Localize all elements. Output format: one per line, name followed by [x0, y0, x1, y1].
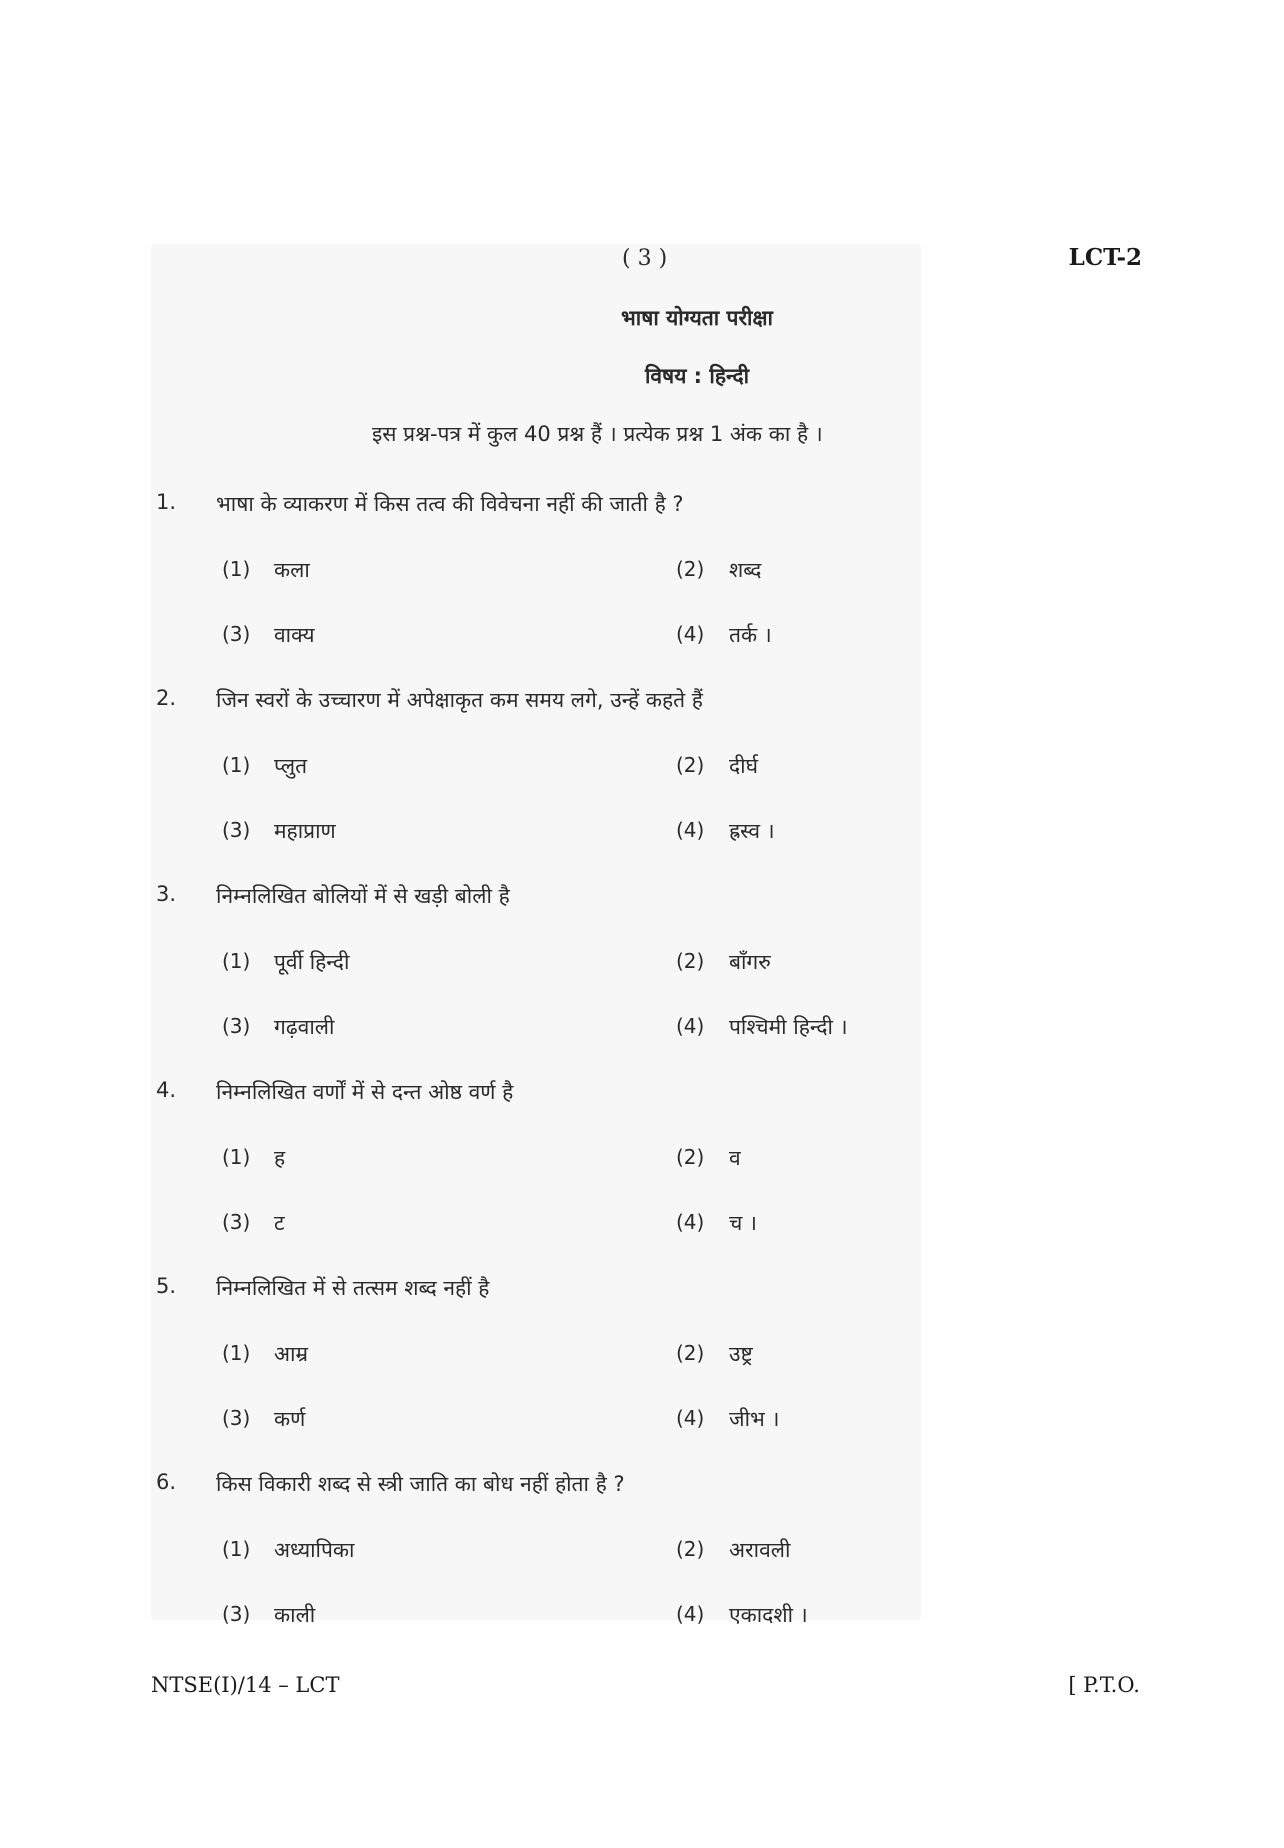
page-title: भाषा योग्यता परीक्षा — [621, 306, 773, 330]
paper-code: LCT-2 — [1068, 244, 1142, 271]
option-number: (3) — [222, 818, 251, 842]
option-number: (3) — [222, 1406, 251, 1430]
page-shade — [151, 244, 921, 1620]
option-text: दीर्घ — [729, 754, 759, 778]
option-text: गढ़वाली — [274, 1015, 335, 1039]
option-number: (1) — [222, 949, 251, 973]
option-text: कला — [274, 558, 310, 582]
option-text: अध्यापिका — [274, 1538, 355, 1562]
question-text: निम्नलिखित बोलियों में से खड़ी बोली है — [216, 884, 510, 908]
option-number: (4) — [676, 1602, 705, 1626]
option-text: जीभ । — [729, 1407, 780, 1431]
option-number: (2) — [676, 753, 705, 777]
option-text: एकादशी । — [729, 1603, 808, 1627]
option-number: (4) — [676, 622, 705, 646]
option-number: (1) — [222, 753, 251, 777]
question-text: निम्नलिखित वर्णों में से दन्त ओष्ठ वर्ण है — [216, 1080, 514, 1104]
option-number: (1) — [222, 1145, 251, 1169]
option-text: कर्ण — [274, 1407, 306, 1431]
option-number: (4) — [676, 1210, 705, 1234]
option-number: (2) — [676, 949, 705, 973]
question-number: 1. — [156, 490, 177, 514]
option-text: आम्र — [274, 1342, 309, 1366]
option-number: (2) — [676, 557, 705, 581]
page-number: ( 3 ) — [622, 246, 668, 271]
option-number: (1) — [222, 1341, 251, 1365]
question-text: जिन स्वरों के उच्चारण में अपेक्षाकृत कम समय लगे, उन्हें कहते हैं — [216, 688, 703, 712]
option-number: (3) — [222, 622, 251, 646]
option-text: शब्द — [729, 558, 762, 582]
option-text: बाँगरु — [729, 950, 771, 974]
option-number: (1) — [222, 1537, 251, 1561]
question-number: 4. — [156, 1078, 177, 1102]
option-text: काली — [274, 1603, 316, 1627]
option-text: तर्क । — [729, 623, 772, 647]
option-number: (2) — [676, 1537, 705, 1561]
question-text: किस विकारी शब्द से स्त्री जाति का बोध नहीं होता है ? — [216, 1472, 625, 1496]
question-text: निम्नलिखित में से तत्सम शब्द नहीं है — [216, 1276, 490, 1300]
footer-paper-id: NTSE(I)/14 – LCT — [151, 1673, 340, 1697]
question-number: 3. — [156, 882, 177, 906]
option-text: पश्चिमी हिन्दी । — [729, 1015, 848, 1039]
footer-pto: [ P.T.O. — [1068, 1673, 1140, 1697]
question-text: भाषा के व्याकरण में किस तत्व की विवेचना नहीं की जाती है ? — [216, 492, 684, 516]
option-text: ट — [274, 1211, 285, 1235]
question-number: 2. — [156, 686, 177, 710]
option-number: (2) — [676, 1145, 705, 1169]
option-number: (3) — [222, 1014, 251, 1038]
option-text: प्लुत — [274, 754, 308, 778]
option-text: महाप्राण — [274, 819, 336, 843]
option-text: अरावली — [729, 1538, 791, 1562]
option-number: (4) — [676, 1406, 705, 1430]
option-number: (1) — [222, 557, 251, 581]
option-number: (3) — [222, 1602, 251, 1626]
question-number: 6. — [156, 1470, 177, 1494]
option-text: ह्रस्व । — [729, 819, 775, 843]
instructions: इस प्रश्न-पत्र में कुल 40 प्रश्न हैं । प्रत्येक प्रश्न 1 अंक का है । — [372, 422, 823, 446]
option-number: (3) — [222, 1210, 251, 1234]
option-number: (4) — [676, 818, 705, 842]
option-number: (4) — [676, 1014, 705, 1038]
option-text: पूर्वी हिन्दी — [274, 950, 350, 974]
option-text: च । — [729, 1211, 757, 1235]
option-number: (2) — [676, 1341, 705, 1365]
option-text: व — [729, 1146, 741, 1170]
subject-heading: विषय : हिन्दी — [644, 364, 750, 388]
option-text: ह — [274, 1146, 286, 1170]
option-text: उष्ट्र — [729, 1342, 753, 1366]
option-text: वाक्य — [274, 623, 315, 647]
question-number: 5. — [156, 1274, 177, 1298]
